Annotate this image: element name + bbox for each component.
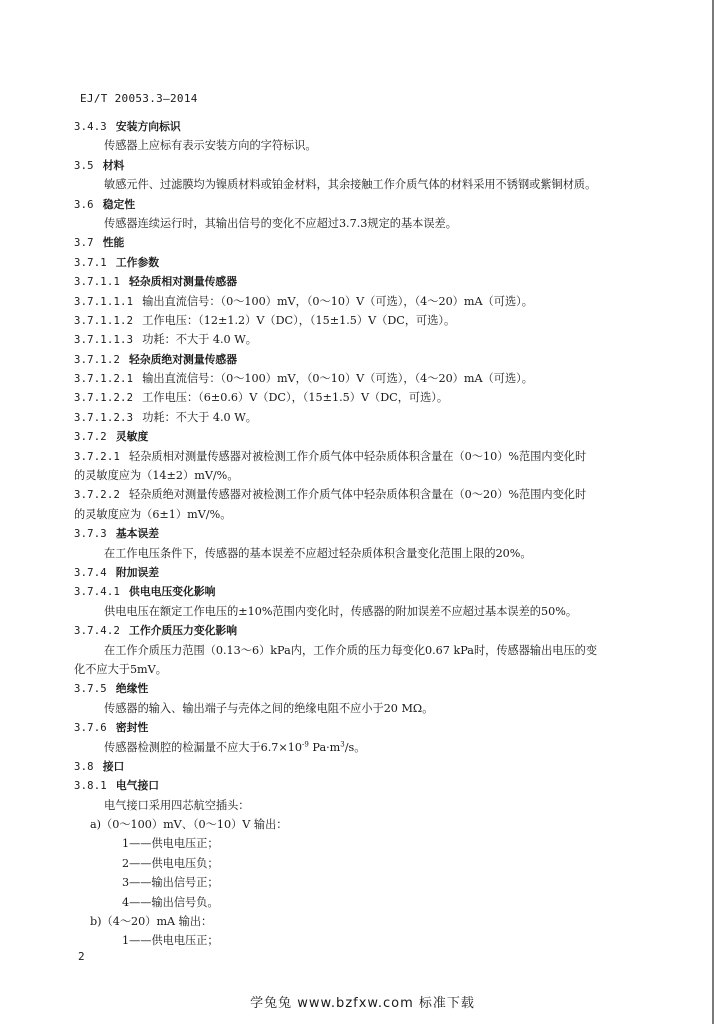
paragraph-text: 在工作介质压力范围（0.13～6）kPa内，工作介质的压力每变化0.67 kPa时，传感器输出电压的变 <box>104 643 598 657</box>
clause-item <box>74 485 660 504</box>
clause-item <box>74 388 660 407</box>
pin-text: 2——供电电压负； <box>122 856 219 870</box>
section-number: 3.7.1.1 <box>74 276 121 289</box>
clause-text: 功耗：不大于 4.0 W。 <box>142 333 257 347</box>
clause-number: 3.7.1.1.2 <box>74 314 134 327</box>
paragraph-text: 供电电压在额定工作电压的±10%范围内变化时，传感器的附加误差不应超过基本误差的50%。 <box>104 604 578 618</box>
pin-definition <box>74 893 660 912</box>
pin-definition <box>74 854 660 873</box>
paragraph-text: /s。 <box>344 740 366 754</box>
section-title: 供电电压变化影响 <box>129 585 216 599</box>
pin-text: 3——输出信号正； <box>122 876 219 890</box>
section-heading <box>74 117 660 136</box>
paragraph-text: 传感器检测腔的检漏量不应大于6.7×10 <box>104 740 303 754</box>
paragraph-text: Pa·m <box>308 740 341 754</box>
clause-item <box>74 311 660 330</box>
list-item-text: a)（0～100）mV、（0～10）V 输出： <box>90 818 288 832</box>
section-title: 轻杂质相对测量传感器 <box>129 275 238 289</box>
paragraph <box>74 796 660 815</box>
paragraph <box>74 544 660 563</box>
section-heading <box>74 272 660 291</box>
section-title: 绝缘性 <box>115 682 149 696</box>
paragraph <box>74 641 660 660</box>
section-number: 3.7.1 <box>74 256 107 269</box>
section-heading <box>74 582 660 601</box>
list-item <box>74 815 660 834</box>
clause-text: 输出直流信号：（0～100）mV，（0～10）V（可选），（4～20）mA（可选）。 <box>142 372 533 386</box>
paragraph <box>74 214 660 233</box>
section-heading <box>74 350 660 369</box>
section-heading <box>74 563 660 582</box>
paragraph <box>74 175 660 194</box>
paragraph-continuation <box>74 660 660 679</box>
paragraph-text: 传感器上应标有表示安装方向的字符标识。 <box>104 139 317 153</box>
section-title: 附加误差 <box>115 565 160 579</box>
paragraph-continuation <box>74 466 660 485</box>
section-heading <box>74 718 660 737</box>
section-heading <box>74 253 660 272</box>
clause-number: 3.7.1.2.2 <box>74 392 134 405</box>
clause-number: 3.7.2.2 <box>74 489 121 502</box>
section-number: 3.5 <box>74 159 94 172</box>
paragraph-text: 电气接口采用四芯航空插头： <box>104 798 250 812</box>
section-heading <box>74 679 660 698</box>
section-title: 密封性 <box>115 721 149 735</box>
section-number: 3.7.2 <box>74 431 107 444</box>
standard-code: EJ/T 20053.3—2014 <box>80 92 198 105</box>
pin-text: 4——输出信号负。 <box>122 895 219 909</box>
section-heading <box>74 621 660 640</box>
paragraph-text: 化不应大于5mV。 <box>74 662 167 676</box>
section-number: 3.7.4 <box>74 566 107 579</box>
section-number: 3.7.4.2 <box>74 625 121 638</box>
pin-text: 1——供电电压正； <box>122 934 219 948</box>
section-number: 3.4.3 <box>74 121 107 133</box>
paragraph-text: 敏感元件、过滤膜均为镍质材料或铂金材料，其余接触工作介质气体的材料采用不锈钢或紫铜材质。 <box>104 178 597 192</box>
clause-number: 3.7.1.1.1 <box>74 295 134 308</box>
section-number: 3.7.6 <box>74 722 107 735</box>
section-title: 轻杂质绝对测量传感器 <box>129 352 238 366</box>
section-number: 3.6 <box>74 198 94 211</box>
clause-item <box>74 330 660 349</box>
list-item-text: b)（4～20）mA 输出： <box>90 915 213 929</box>
paragraph <box>74 699 660 718</box>
clause-text: 轻杂质相对测量传感器对被检测工作介质气体中轻杂质体积含量在（0～10）%范围内变化时 <box>129 449 587 463</box>
section-title: 基本误差 <box>115 527 160 541</box>
page-number: 2 <box>78 950 85 963</box>
paragraph-text: 在工作电压条件下，传感器的基本误差不应超过轻杂质体积含量变化范围上限的20%。 <box>104 546 532 560</box>
clause-item <box>74 369 660 388</box>
clause-text: 工作电压：（6±0.6）V（DC），（15±1.5）V（DC，可选）。 <box>142 391 449 405</box>
section-number: 3.7.4.1 <box>74 586 121 599</box>
section-title: 安装方向标识 <box>115 120 181 133</box>
paragraph-continuation <box>74 505 660 524</box>
clause-text: 输出直流信号：（0～100）mV，（0～10）V（可选），（4～20）mA（可选）。 <box>142 294 533 308</box>
footer-watermark: 学兔兔 www.bzfxw.com 标准下载 <box>250 996 475 1011</box>
clause-number: 3.7.2.1 <box>74 450 121 463</box>
section-title: 材料 <box>102 158 125 172</box>
clause-text: 轻杂质绝对测量传感器对被检测工作介质气体中轻杂质体积含量在（0～20）%范围内变化时 <box>129 488 587 502</box>
pin-definition <box>74 834 660 853</box>
section-heading <box>74 427 660 446</box>
list-item <box>74 912 660 931</box>
clause-number: 3.7.1.2.1 <box>74 373 134 386</box>
section-title: 灵敏度 <box>115 430 149 444</box>
clause-item <box>74 408 660 427</box>
pin-definition <box>74 931 660 950</box>
clause-text: 功耗：不大于 4.0 W。 <box>142 410 257 424</box>
section-title: 接口 <box>102 759 125 773</box>
paragraph-text: 的灵敏度应为（14±2）mV/%。 <box>74 469 239 483</box>
section-heading <box>74 524 660 543</box>
section-number: 3.8.1 <box>74 780 107 793</box>
clause-item <box>74 292 660 311</box>
exponent: 3 <box>340 739 345 748</box>
scan-edge-line <box>712 0 714 1024</box>
section-title: 稳定性 <box>102 197 136 211</box>
section-number: 3.7.3 <box>74 528 107 541</box>
paragraph-text: 传感器连续运行时，其输出信号的变化不应超过3.7.3规定的基本误差。 <box>104 216 457 230</box>
section-heading <box>74 233 660 252</box>
section-title: 电气接口 <box>115 779 160 793</box>
section-heading <box>74 195 660 214</box>
document-body <box>74 117 660 951</box>
exponent: -9 <box>302 739 309 748</box>
paragraph <box>74 136 660 155</box>
clause-text: 工作电压：（12±1.2）V（DC），（15±1.5）V（DC，可选）。 <box>142 313 456 327</box>
section-title: 性能 <box>102 236 125 250</box>
section-heading <box>74 757 660 776</box>
clause-number: 3.7.1.2.3 <box>74 411 134 424</box>
section-heading <box>74 776 660 795</box>
section-number: 3.7.5 <box>74 683 107 696</box>
pin-text: 1——供电电压正； <box>122 837 219 851</box>
section-title: 工作参数 <box>115 255 160 269</box>
paragraph <box>74 738 660 757</box>
paragraph-text: 的灵敏度应为（6±1）mV/%。 <box>74 507 232 521</box>
section-number: 3.7.1.2 <box>74 353 121 366</box>
section-heading <box>74 156 660 175</box>
section-title: 工作介质压力变化影响 <box>129 624 238 638</box>
paragraph-text: 传感器的输入、输出端子与壳体之间的绝缘电阻不应小于20 MΩ。 <box>104 701 434 715</box>
clause-item <box>74 447 660 466</box>
paragraph <box>74 602 660 621</box>
section-number: 3.7 <box>74 237 94 250</box>
clause-number: 3.7.1.1.3 <box>74 334 134 347</box>
pin-definition <box>74 873 660 892</box>
section-number: 3.8 <box>74 760 94 773</box>
